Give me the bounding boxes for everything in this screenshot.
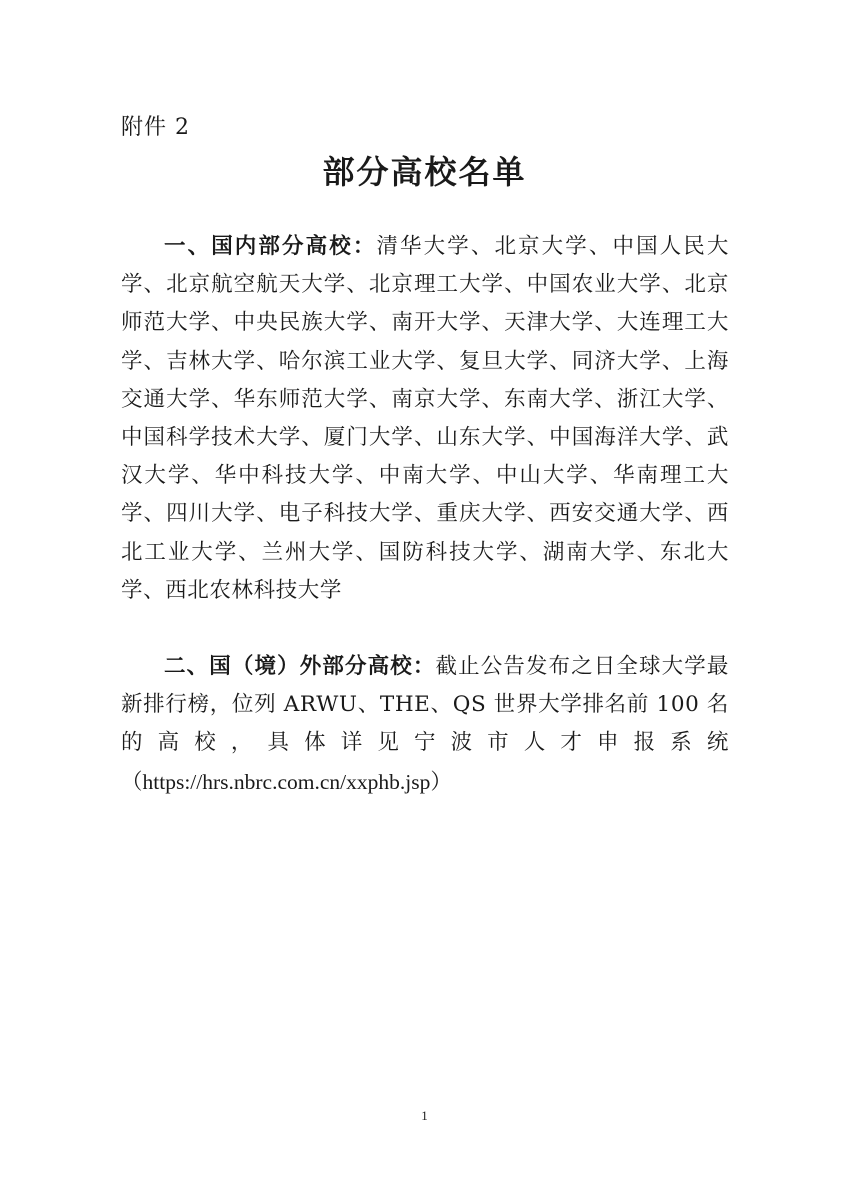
attachment-label: 附件 2 xyxy=(121,115,190,140)
section-body-domestic: 清华大学、北京大学、中国人民大学、北京航空航天大学、北京理工大学、中国农业大学、北京师范大学、中央民族大学、南开大学、天津大学、大连理工大学、吉林大学、哈尔滨工业大学、复旦大学、同济大学、上海交通大学、华东师范大学、南京大学、东南大学、浙江大学、中国科学技术大学、厦门大学、山东大学、中国海洋大学、武汉大学、华中科技大学、中南大学、中山大学、华南理工大学、四川大学、电子科技大学、重庆大学、西安交通大学、西北工业大学、兰州大学、国防科技大学、湖南大学、东北大学、西北农林科技大学 xyxy=(121,234,729,603)
section-heading-overseas: 二、国（境）外部分高校： xyxy=(164,654,436,679)
page-title: 部分高校名单 xyxy=(322,153,527,191)
page-number: 1 xyxy=(421,1108,428,1123)
section-domestic-universities xyxy=(121,228,729,610)
system-url-link[interactable]: （https://hrs.nbrc.com.cn/xxphb.jsp） xyxy=(121,769,452,794)
section-body-overseas: 截止公告发布之日全球大学最新排行榜，位列 ARWU、THE、QS 世界大学排名前 100 名的高校，具体详见宁波市人才申报系统 xyxy=(121,654,729,756)
section-heading-domestic: 一、国内部分高校： xyxy=(164,234,377,259)
section-overseas-universities xyxy=(121,648,729,802)
